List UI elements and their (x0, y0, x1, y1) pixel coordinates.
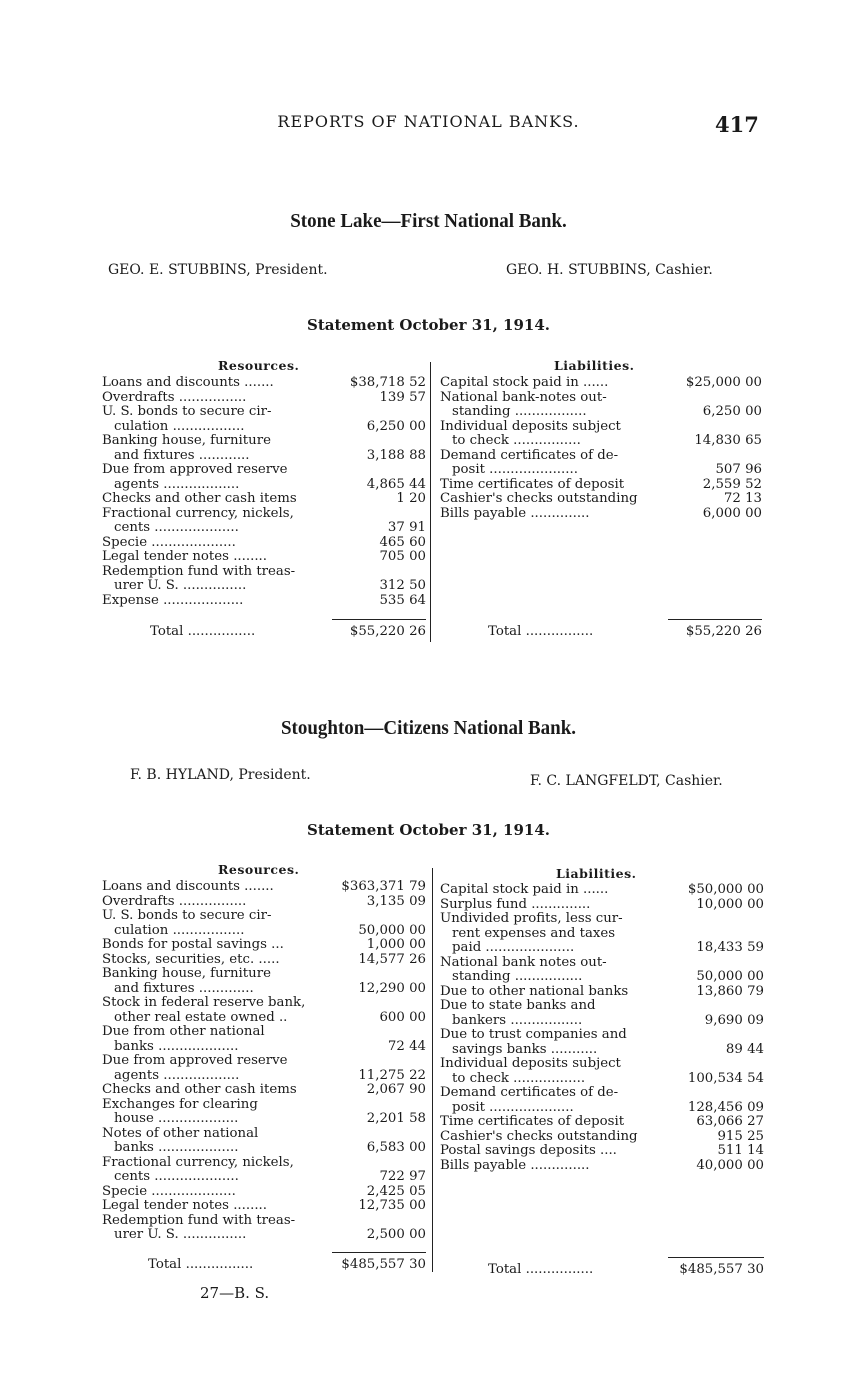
statement-row (102, 909, 426, 924)
statement-row (102, 938, 426, 953)
statement-date: Statement October 31, 1914. (306, 316, 550, 334)
row-amount: 2,425 05 (366, 1183, 426, 1199)
row-amount: 2,201 58 (366, 1111, 426, 1126)
row-amount: 13,860 79 (696, 983, 764, 999)
statement-row (440, 391, 762, 406)
statement-row (440, 1159, 764, 1174)
statement-row (440, 1028, 764, 1043)
statement-row (102, 376, 426, 391)
statement-row (102, 565, 426, 580)
statement-row (440, 420, 762, 435)
row-amount: 89 44 (725, 1041, 764, 1057)
statement-row (440, 1043, 764, 1058)
row-label: Loans and discounts ....... (102, 375, 274, 390)
row-label: Undivided profits, less cur- (440, 911, 623, 926)
statement-row (440, 1057, 764, 1072)
statement-row (102, 1141, 426, 1156)
statement-row (440, 434, 762, 449)
row-label: Overdrafts ................ (102, 893, 247, 909)
row-amount: 1 20 (396, 491, 426, 506)
row-amount: 72 44 (387, 1038, 426, 1054)
row-amount: 507 96 (715, 462, 762, 477)
row-label: agents .................. (114, 1067, 240, 1083)
bank-cashier: GEO. H. STUBBINS, Cashier. (506, 262, 713, 278)
statement-row (102, 1011, 426, 1026)
statement-row (440, 883, 764, 898)
row-label: Legal tender notes ........ (102, 549, 268, 564)
row-label: Capital stock paid in ...... (440, 882, 609, 897)
statement-row (102, 1098, 426, 1113)
row-label: urer U. S. ............... (114, 1227, 247, 1242)
row-amount: 6,000 00 (702, 505, 762, 521)
row-label: Time certificates of deposit (440, 476, 625, 492)
row-amount: 2,067 90 (366, 1082, 426, 1097)
statement-row (440, 1086, 764, 1101)
row-label: urer U. S. ............... (114, 578, 247, 593)
bank-president: GEO. E. STUBBINS, President. (108, 262, 328, 278)
statement-row (102, 924, 426, 939)
row-label: Due to state banks and (440, 998, 596, 1013)
row-amount: 600 00 (379, 1009, 426, 1025)
row-amount: $25,000 00 (685, 375, 762, 390)
row-label: posit ..................... (452, 462, 578, 477)
liabilities-heading: Liabilities. (554, 358, 635, 373)
row-amount: 11,275 22 (358, 1067, 426, 1083)
statement-row (102, 880, 426, 895)
statement-row (440, 492, 762, 507)
row-label: U. S. bonds to secure cir- (102, 404, 272, 419)
row-label: Legal tender notes ........ (102, 1198, 268, 1213)
row-label: Cashier's checks outstanding (440, 1128, 638, 1144)
statement-row (102, 1127, 426, 1142)
row-label: Due from approved reserve (102, 1053, 288, 1068)
row-label: to check ................. (452, 1070, 586, 1086)
statement-row (102, 1054, 426, 1069)
row-label: to check ................ (452, 433, 581, 448)
row-amount: $38,718 52 (349, 375, 426, 390)
row-label: culation ................. (114, 922, 245, 938)
row-label: Demand certificates of de- (440, 1085, 619, 1100)
statement-row (440, 912, 764, 927)
statement-row (102, 550, 426, 565)
row-label: Time certificates of deposit (440, 1114, 625, 1129)
row-label: Postal savings deposits .... (440, 1143, 617, 1158)
row-label: Expense ................... (102, 592, 244, 608)
row-label: culation ................. (114, 418, 245, 434)
row-amount: 705 00 (379, 549, 426, 564)
row-amount: 50,000 00 (696, 969, 764, 984)
statement-row (440, 970, 764, 985)
statement-row (440, 478, 762, 493)
statement-row (440, 405, 762, 420)
row-amount: 72 13 (723, 491, 762, 506)
row-amount: 2,500 00 (366, 1227, 426, 1242)
row-label: Bills payable .............. (440, 505, 590, 521)
statement-row (102, 953, 426, 968)
row-label: and fixtures ............ (114, 447, 250, 463)
row-label: Bonds for postal savings ... (102, 937, 284, 952)
statement-row (102, 1228, 426, 1243)
row-label: National bank notes out- (440, 954, 607, 970)
row-label: Redemption fund with treas- (102, 1212, 296, 1228)
row-label: other real estate owned .. (114, 1009, 288, 1025)
liabilities-total-amount: $485,557 30 (679, 1262, 764, 1277)
statement-row (102, 1185, 426, 1200)
row-amount: 6,583 00 (366, 1140, 426, 1155)
statement-row (102, 492, 426, 507)
row-label: Surplus fund .............. (440, 896, 591, 912)
statement-row (102, 449, 426, 464)
resources-list (102, 880, 426, 1243)
row-label: banks ................... (114, 1038, 239, 1054)
statement-row (102, 594, 426, 609)
liabilities-total-rule (668, 619, 762, 620)
row-label: Capital stock paid in ...... (440, 375, 609, 390)
statement-row (440, 507, 762, 522)
row-label: Fractional currency, nickels, (102, 505, 294, 521)
row-amount: 100,534 54 (687, 1070, 764, 1086)
liabilities-list (440, 376, 762, 521)
column-divider (430, 362, 431, 642)
row-amount: 63,066 27 (696, 1114, 764, 1129)
row-amount: 1,000 00 (366, 937, 426, 952)
statement-row (102, 895, 426, 910)
statement-row (440, 956, 764, 971)
row-amount: 9,690 09 (704, 1012, 764, 1028)
row-label: Cashier's checks outstanding (440, 491, 638, 506)
row-label: Due from approved reserve (102, 462, 288, 477)
statement-row (102, 967, 426, 982)
statement-row (440, 985, 764, 1000)
statement-row (102, 405, 426, 420)
row-label: agents .................. (114, 476, 240, 492)
row-amount: 14,830 65 (694, 433, 762, 448)
row-label: Due from other national (102, 1024, 265, 1039)
row-label: rent expenses and taxes (452, 925, 616, 941)
bank-cashier: F. C. LANGFELDT, Cashier. (530, 773, 723, 789)
row-label: U. S. bonds to secure cir- (102, 908, 272, 923)
row-label: paid ..................... (452, 940, 575, 955)
row-label: Banking house, furniture (102, 966, 271, 981)
statement-row (102, 1083, 426, 1098)
row-label: Due to other national banks (440, 983, 629, 999)
row-label: Individual deposits subject (440, 418, 621, 434)
resources-total-label: Total ................ (148, 1257, 254, 1272)
row-label: Due to trust companies and (440, 1027, 627, 1042)
statement-row (440, 1115, 764, 1130)
statement-row (102, 1025, 426, 1040)
row-label: Loans and discounts ....... (102, 879, 274, 894)
resources-total-amount: $485,557 30 (341, 1257, 426, 1272)
statement-row (440, 449, 762, 464)
row-amount: 18,433 59 (696, 940, 764, 955)
row-amount: 12,735 00 (358, 1198, 426, 1213)
statement-row (440, 376, 762, 391)
row-label: Fractional currency, nickels, (102, 1154, 294, 1170)
row-amount: 511 14 (717, 1143, 764, 1158)
statement-row (102, 982, 426, 997)
row-label: house ................... (114, 1111, 239, 1126)
row-label: standing ................ (452, 969, 583, 984)
row-amount: 128,456 09 (687, 1099, 764, 1115)
statement-row (440, 1072, 764, 1087)
row-amount: 535 64 (379, 592, 426, 608)
statement-row (102, 1199, 426, 1214)
liabilities-list (440, 883, 764, 1173)
liabilities-total-amount: $55,220 26 (685, 624, 762, 639)
statement-date: Statement October 31, 1914. (306, 821, 550, 839)
statement-row (440, 999, 764, 1014)
row-amount: 312 50 (379, 578, 426, 593)
page-number: 417 (715, 112, 759, 137)
statement-row (102, 1214, 426, 1229)
row-label: Overdrafts ................ (102, 389, 247, 405)
column-divider (432, 868, 433, 1272)
statement-row (102, 1112, 426, 1127)
statement-row (102, 420, 426, 435)
statement-row (102, 478, 426, 493)
row-amount: 12,290 00 (358, 980, 426, 996)
row-amount: 3,188 88 (366, 447, 426, 463)
row-amount: 465 60 (379, 534, 426, 550)
row-amount: 50,000 00 (358, 922, 426, 938)
resources-heading: Resources. (218, 862, 300, 877)
resources-total-rule (332, 619, 426, 620)
statement-row (440, 1014, 764, 1029)
statement-row (440, 927, 764, 942)
bank-title: Stone Lake—First National Bank. (290, 210, 567, 232)
statement-row (102, 391, 426, 406)
resources-list (102, 376, 426, 608)
row-label: and fixtures ............. (114, 980, 254, 996)
statement-row (102, 536, 426, 551)
row-label: posit .................... (452, 1099, 574, 1115)
statement-row (440, 898, 764, 913)
row-label: Specie .................... (102, 1183, 236, 1199)
row-amount: 915 25 (717, 1128, 764, 1144)
liabilities-total-label: Total ................ (488, 624, 594, 639)
row-amount: 2,559 52 (702, 476, 762, 492)
row-label: cents .................... (114, 520, 239, 535)
statement-row (102, 521, 426, 536)
statement-row (102, 579, 426, 594)
row-amount: 37 91 (387, 520, 426, 535)
bank-president: F. B. HYLAND, President. (130, 767, 311, 783)
running-title: REPORTS OF NATIONAL BANKS. (277, 112, 580, 131)
signature-mark: 27—B. S. (200, 1284, 270, 1302)
row-amount: 722 97 (379, 1169, 426, 1184)
row-label: standing ................. (452, 404, 587, 419)
row-label: Banking house, furniture (102, 433, 271, 448)
resources-total-label: Total ................ (150, 624, 256, 639)
row-amount: 139 57 (379, 389, 426, 405)
statement-row (102, 434, 426, 449)
liabilities-total-rule (668, 1257, 764, 1258)
statement-row (102, 1069, 426, 1084)
statement-row (102, 1040, 426, 1055)
bank-title: Stoughton—Citizens National Bank. (280, 717, 577, 739)
statement-row (102, 507, 426, 522)
statement-row (440, 463, 762, 478)
row-label: cents .................... (114, 1169, 239, 1184)
statement-row (102, 1170, 426, 1185)
row-label: Stock in federal reserve bank, (102, 995, 306, 1010)
resources-total-rule (332, 1252, 426, 1253)
statement-row (440, 941, 764, 956)
row-label: Specie .................... (102, 534, 236, 550)
resources-total-amount: $55,220 26 (349, 624, 426, 639)
row-amount: 3,135 09 (366, 893, 426, 909)
statement-row (440, 1130, 764, 1145)
row-label: National bank-notes out- (440, 389, 607, 405)
row-label: bankers ................. (452, 1012, 583, 1028)
row-label: Individual deposits subject (440, 1056, 621, 1071)
row-amount: 6,250 00 (702, 404, 762, 419)
row-amount: 4,865 44 (366, 476, 426, 492)
row-amount: 10,000 00 (696, 896, 764, 912)
row-label: Redemption fund with treas- (102, 563, 296, 579)
statement-row (102, 463, 426, 478)
row-amount: 14,577 26 (358, 951, 426, 967)
statement-row (440, 1144, 764, 1159)
row-label: banks ................... (114, 1140, 239, 1155)
row-label: Notes of other national (102, 1125, 259, 1141)
row-label: Checks and other cash items (102, 1082, 297, 1097)
liabilities-total-label: Total ................ (488, 1262, 594, 1277)
row-label: Exchanges for clearing (102, 1096, 258, 1112)
row-amount: $363,371 79 (341, 879, 426, 894)
statement-row (440, 1101, 764, 1116)
row-label: Demand certificates of de- (440, 447, 619, 463)
row-label: Checks and other cash items (102, 491, 297, 506)
liabilities-heading: Liabilities. (556, 866, 637, 881)
resources-heading: Resources. (218, 358, 300, 373)
statement-row (102, 996, 426, 1011)
row-amount: $50,000 00 (687, 882, 764, 897)
row-amount: 6,250 00 (366, 418, 426, 434)
row-label: Stocks, securities, etc. ..... (102, 951, 280, 967)
statement-row (102, 1156, 426, 1171)
row-label: savings banks ........... (452, 1041, 598, 1057)
row-amount: 40,000 00 (696, 1157, 764, 1173)
row-label: Bills payable .............. (440, 1157, 590, 1173)
